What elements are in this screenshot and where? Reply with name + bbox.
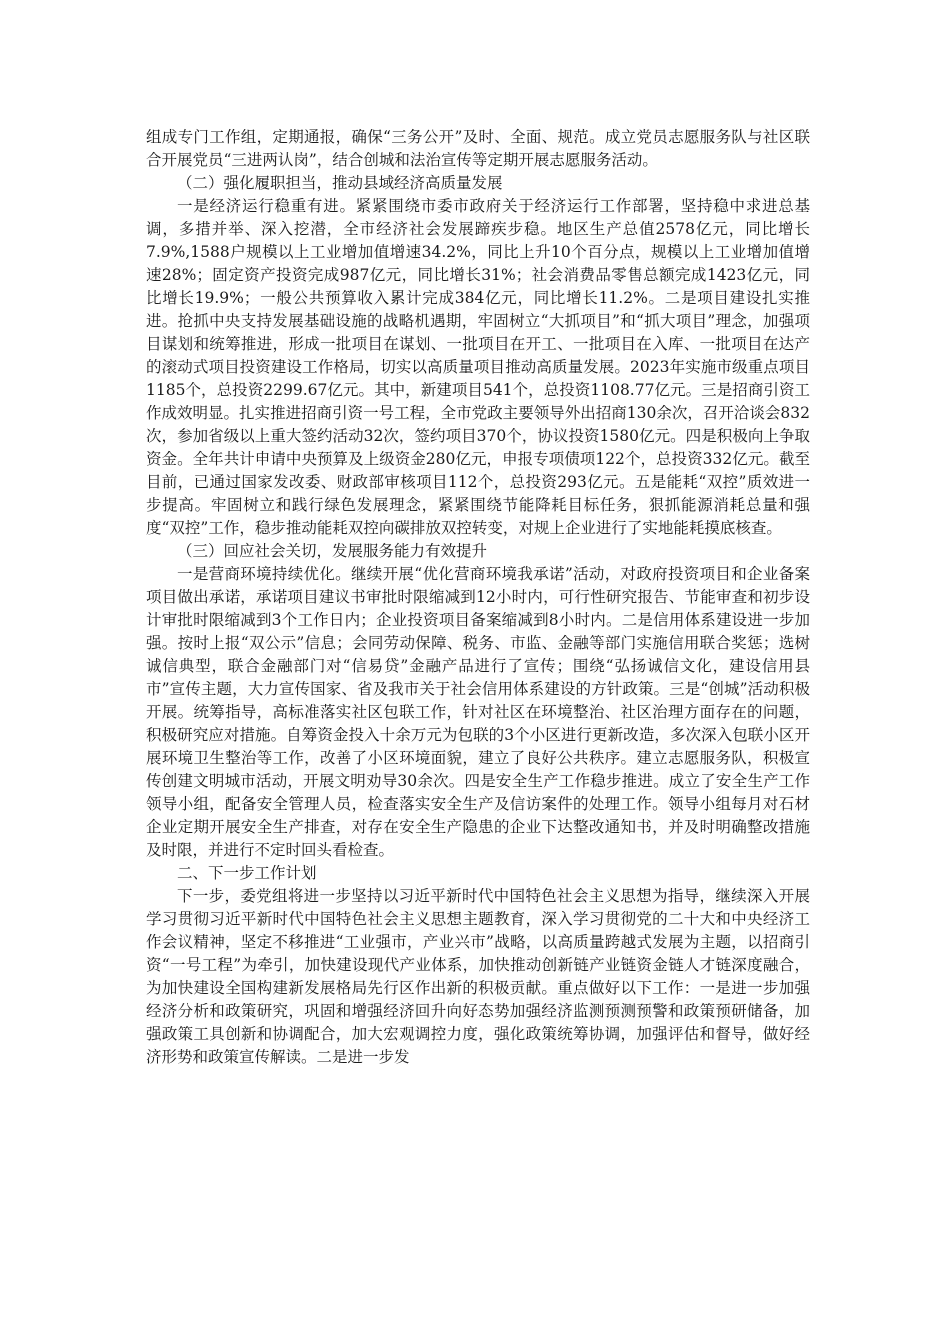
paragraph-services: 一是营商环境持续优化。继续开展“优化营商环境我承诺”活动，对政府投资项目和企业备案项目做出承诺，承诺项目建议书审批时限缩减到12小时内，可行性研究报告、节能审查和初步设计审批时限缩减到3个工作日内；企业投资项目备案缩减到8小时内。二是信用体系建设进一步加强。按时上报“双公示”信息；会同劳动保障、税务、市监、金融等部门实施信用联合奖惩；选树诚信典型，联合金融部门对“信易贷”金融产品进行了宣传；围绕“弘扬诚信文化，建设信用县市”宣传主题，大力宣传国家、省及我市关于社会信用体系建设的方针政策。三是“创城”活动积极开展。统筹指导，高标准落实社区包联工作，针对社区在环境整治、社区治理方面存在的问题，积极研究应对措施。自筹资金投入十余万元为包联的3个小区进行更新改造，多次深入包联小区开展环境卫生整治等工作，改善了小区环境面貌，建立了良好公共秩序。建立志愿服务队，积极宣传创建文明城市活动，开展文明劝导30余次。四是安全生产工作稳步推进。成立了安全生产工作领导小组，配备安全管理人员，检查落实安全生产及信访案件的处理工作。领导小组每月对石材企业定期开展安全生产排查，对存在安全生产隐患的企业下达整改通知书，并及时明确整改措施及时限，并进行不定时回头看检查。 xyxy=(146,565,810,859)
section-heading-3: （三）回应社会关切，发展服务能力有效提升 xyxy=(177,542,488,560)
document-page xyxy=(146,126,810,1069)
section-heading-next-plan: 二、下一步工作计划 xyxy=(177,864,317,882)
paragraph-next-plan: 下一步，委党组将进一步坚持以习近平新时代中国特色社会主义思想为指导，继续深入开展学习贯彻习近平新时代中国特色社会主义思想主题教育，深入学习贯彻党的二十大和中央经济工作会议精神，坚定不移推进“工业强市，产业兴市”战略，以高质量跨越式发展为主题，以招商引资“一号工程”为牵引，加快建设现代产业体系，加快推动创新链产业链资金链人才链深度融合，为加快建设全国构建新发展格局先行区作出新的积极贡献。重点做好以下工作：一是进一步加强经济分析和政策研究，巩固和增强经济回升向好态势加强经济监测预测预警和政策预研储备，加强政策工具创新和协调配合，加大宏观调控力度，强化政策统筹协调，加强评估和督导，做好经济形势和政策宣传解读。二是进一步发 xyxy=(146,887,810,1066)
section-heading-2: （二）强化履职担当，推动县域经济高质量发展 xyxy=(177,174,503,192)
paragraph-intro-continuation: 组成专门工作组，定期通报，确保“三务公开”及时、全面、规范。成立党员志愿服务队与社区联合开展党员“三进两认岗”，结合创城和法治宣传等定期开展志愿服务活动。 xyxy=(146,128,810,169)
paragraph-economy: 一是经济运行稳重有进。紧紧围绕市委市政府关于经济运行工作部署，坚持稳中求进总基调，多措并举、深入挖潜，全市经济社会发展蹄疾步稳。地区生产总值2578亿元，同比增长7.9%,1588户规模以上工业增加值增速34.2%，同比上升10个百分点，规模以上工业增加值增速28%；固定资产投资完成987亿元，同比增长31%；社会消费品零售总额完成1423亿元，同比增长19.9%；一般公共预算收入累计完成384亿元，同比增长11.2%。二是项目建设扎实推进。抢抓中央支持发展基础设施的战略机遇期，牢固树立“大抓项目”和“抓大项目”理念，加强项目谋划和统筹推进，形成一批项目在谋划、一批项目在开工、一批项目在入库、一批项目在达产的滚动式项目投资建设工作格局，切实以高质量项目推动高质量发展。2023年实施市级重点项目1185个，总投资2299.67亿元。其中，新建项目541个，总投资1108.77亿元。三是招商引资工作成效明显。扎实推进招商引资一号工程，全市党政主要领导外出招商130余次，召开洽谈会832次，参加省级以上重大签约活动32次，签约项目370个，协议投资1580亿元。四是积极向上争取资金。全年共计申请中央预算及上级资金280亿元，申报专项债项122个，总投资332亿元。截至目前，已通过国家发改委、财政部审核项目112个，总投资293亿元。五是能耗“双控”质效进一步提高。牢固树立和践行绿色发展理念，紧紧围绕节能降耗目标任务，狠抓能源消耗总量和强度“双控”工作，稳步推动能耗双控向碳排放双控转变，对规上企业进行了实地能耗摸底核查。 xyxy=(146,197,810,537)
